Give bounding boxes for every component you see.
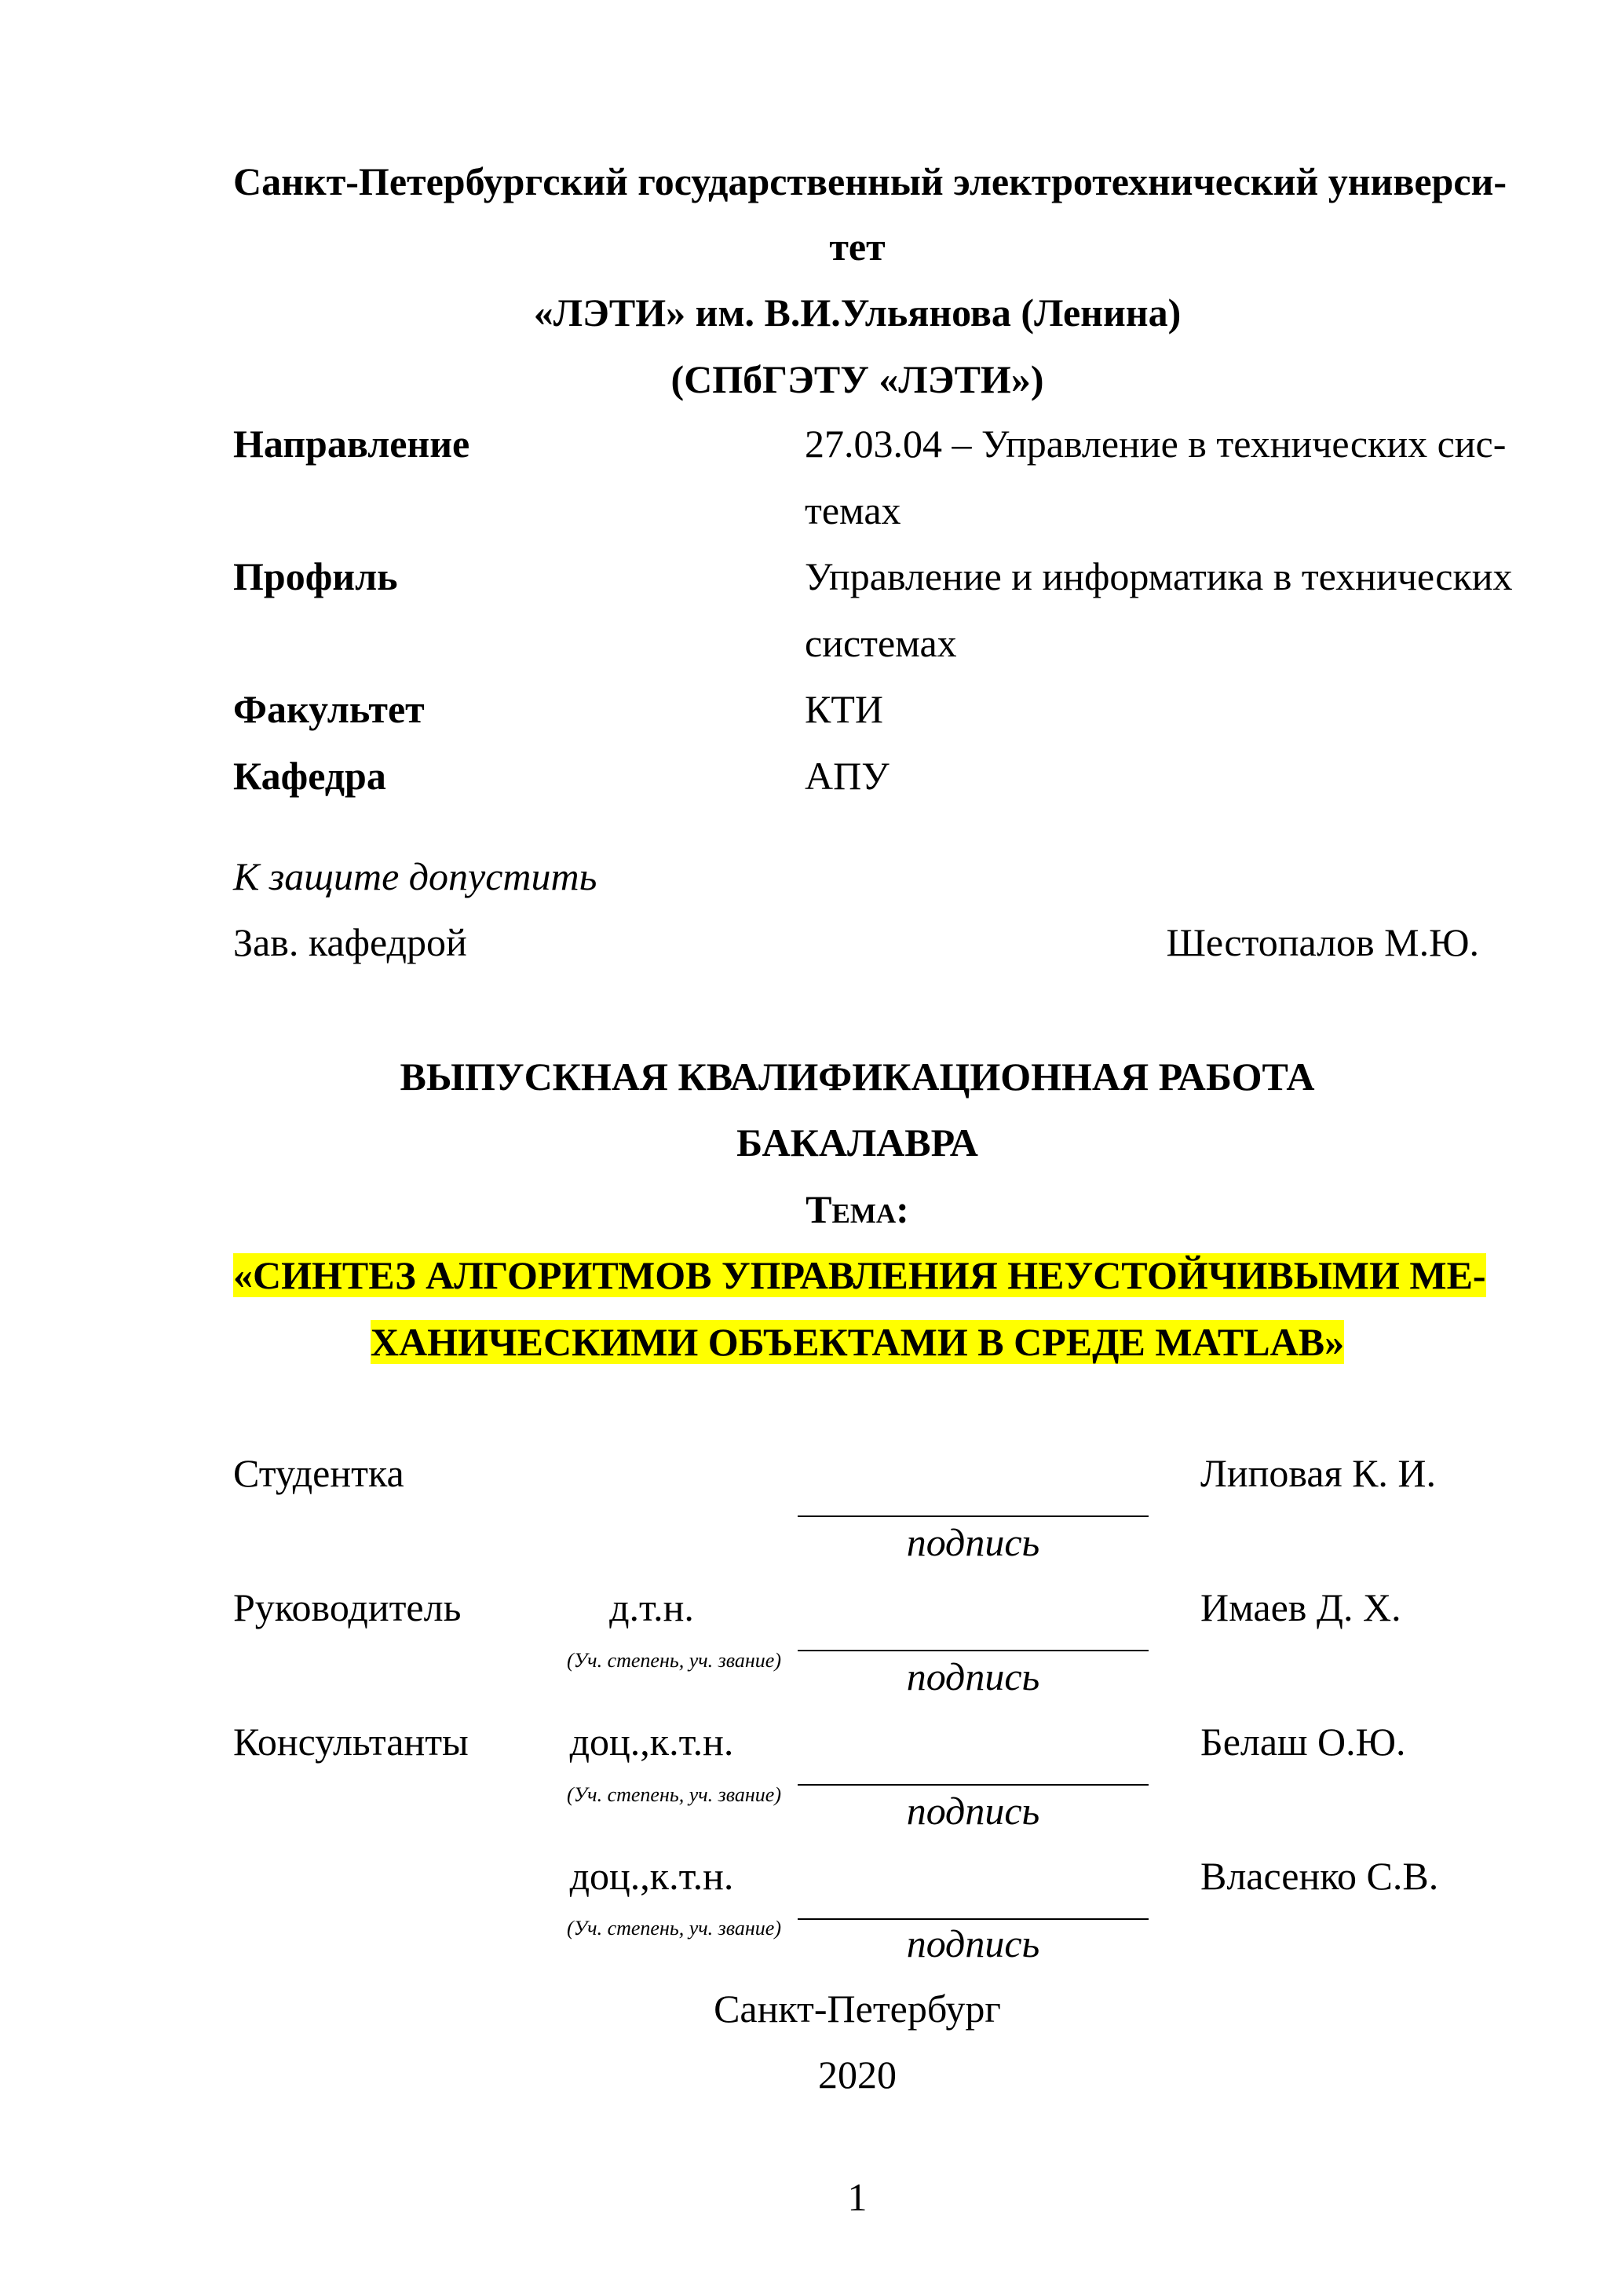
- consultant2-name: Власенко С.В.: [1200, 1854, 1439, 1898]
- department-label: Кафедра: [233, 754, 386, 798]
- university-name-line1: Санкт-Петербургский государственный электротехнический универси-: [233, 159, 1507, 203]
- head-label: Зав. кафедрой: [233, 920, 467, 964]
- degree-hint: (Уч. степень, уч. звание): [567, 1783, 781, 1806]
- signature-caption: подпись: [906, 1789, 1040, 1833]
- degree-hint: (Уч. степень, уч. звание): [567, 1649, 781, 1672]
- supervisor-role: Руководитель: [233, 1585, 462, 1629]
- profile-value: Управление и информатика в технических: [805, 554, 1513, 598]
- student-name: Липовая К. И.: [1200, 1451, 1437, 1495]
- faculty-value: КТИ: [805, 687, 883, 731]
- consultant2-degree: доц.,к.т.н.: [569, 1854, 734, 1898]
- topic-line2: ХАНИЧЕСКИМИ ОБЪЕКТАМИ В СРЕДЕ MATLAB»: [370, 1320, 1345, 1364]
- supervisor-degree: д.т.н.: [609, 1585, 694, 1629]
- head-name: Шестопалов М.Ю.: [1166, 920, 1479, 964]
- signature-caption: подпись: [906, 1520, 1040, 1564]
- degree-hint: (Уч. степень, уч. звание): [567, 1917, 781, 1940]
- department-value: АПУ: [805, 754, 890, 798]
- signature-caption: подпись: [906, 1654, 1040, 1698]
- university-abbreviation: (СПбГЭТУ «ЛЭТИ»): [670, 357, 1044, 401]
- signature-caption: подпись: [906, 1921, 1040, 1965]
- consultant1-degree: доц.,к.т.н.: [569, 1720, 734, 1764]
- topic-line1: «СИНТЕЗ АЛГОРИТМОВ УПРАВЛЕНИЯ НЕУСТОЙЧИВЫМИ МЕ-: [233, 1253, 1486, 1297]
- supervisor-name: Имаев Д. Х.: [1200, 1585, 1401, 1629]
- profile-label: Профиль: [233, 554, 398, 598]
- direction-label: Направление: [233, 422, 470, 466]
- direction-value-cont: темах: [805, 488, 901, 532]
- student-role: Студентка: [233, 1451, 404, 1495]
- faculty-label: Факультет: [233, 687, 425, 731]
- university-name-line3: «ЛЭТИ» им. В.И.Ульянова (Ленина): [533, 291, 1182, 335]
- consultants-role: Консультанты: [233, 1720, 469, 1764]
- year: 2020: [818, 2053, 897, 2097]
- topic-label: Тема:: [806, 1187, 909, 1231]
- university-name-line2: тет: [829, 225, 886, 269]
- profile-value-cont: системах: [805, 621, 957, 665]
- direction-value: 27.03.04 – Управление в технических сис-: [805, 422, 1507, 466]
- work-type-line1: ВЫПУСКНАЯ КВАЛИФИКАЦИОННАЯ РАБОТА: [400, 1055, 1315, 1099]
- work-type-line2: БАКАЛАВРА: [736, 1121, 978, 1164]
- city: Санкт-Петербург: [714, 1987, 1001, 2031]
- consultant1-name: Белаш О.Ю.: [1200, 1720, 1406, 1764]
- admit-label: К защите допустить: [233, 854, 597, 898]
- page-number: 1: [847, 2175, 868, 2219]
